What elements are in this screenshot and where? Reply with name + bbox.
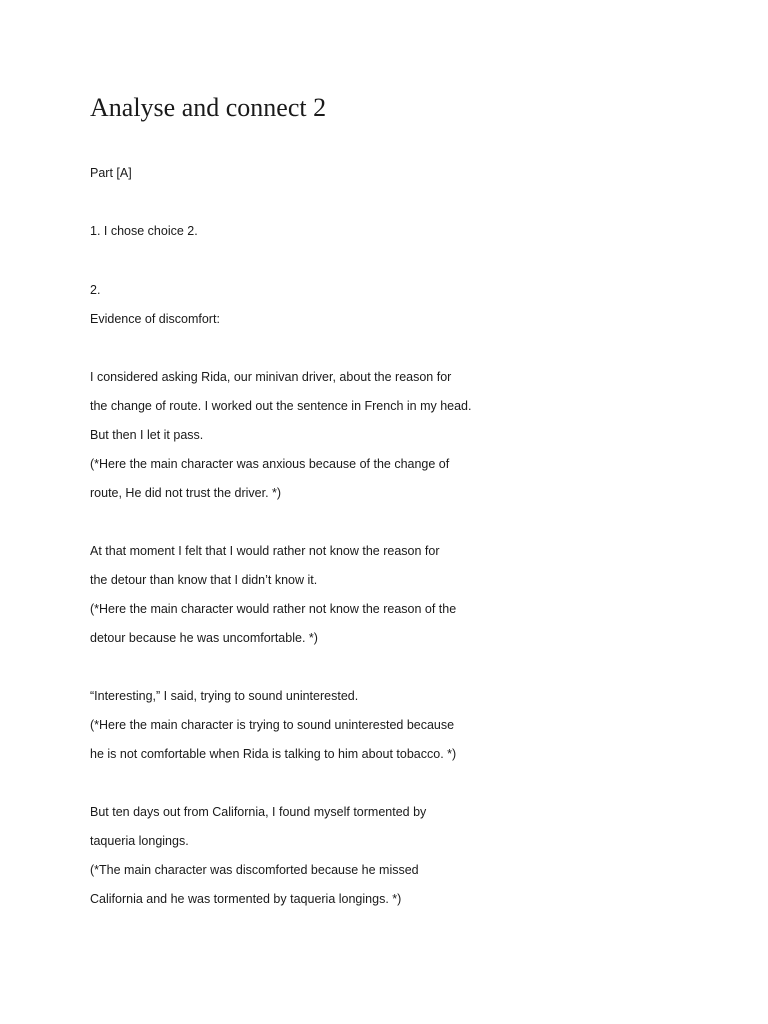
paragraph-line: At that moment I felt that I would rather not know the reason for (90, 544, 440, 558)
annotation-line: (*Here the main character was anxious because of the change of (90, 457, 450, 471)
paragraph-line: the detour than know that I didn’t know it. (90, 573, 318, 587)
evidence-heading: Evidence of discomfort: (90, 312, 220, 326)
part-label: Part [A] (90, 166, 132, 180)
annotation-line: (*The main character was discomforted because he missed (90, 863, 419, 877)
paragraph-line: the change of route. I worked out the sentence in French in my head. (90, 399, 472, 413)
paragraph-line: “Interesting,” I said, trying to sound uninterested. (90, 689, 359, 703)
annotation-line: California and he was tormented by taqueria longings. *) (90, 892, 402, 906)
document-title: Analyse and connect 2 (90, 93, 327, 122)
paragraph-line: But then I let it pass. (90, 428, 204, 442)
annotation-line: route, He did not trust the driver. *) (90, 486, 282, 500)
answer-2-number: 2. (90, 283, 101, 297)
paragraph-line: I considered asking Rida, our minivan driver, about the reason for (90, 370, 452, 384)
answer-1: 1. I chose choice 2. (90, 224, 198, 238)
annotation-line: he is not comfortable when Rida is talking to him about tobacco. *) (90, 747, 457, 761)
paragraph-line: But ten days out from California, I found myself tormented by (90, 805, 427, 819)
paragraph-line: taqueria longings. (90, 834, 189, 848)
annotation-line: detour because he was uncomfortable. *) (90, 631, 318, 645)
annotation-line: (*Here the main character is trying to sound uninterested because (90, 718, 455, 732)
annotation-line: (*Here the main character would rather not know the reason of the (90, 602, 457, 616)
